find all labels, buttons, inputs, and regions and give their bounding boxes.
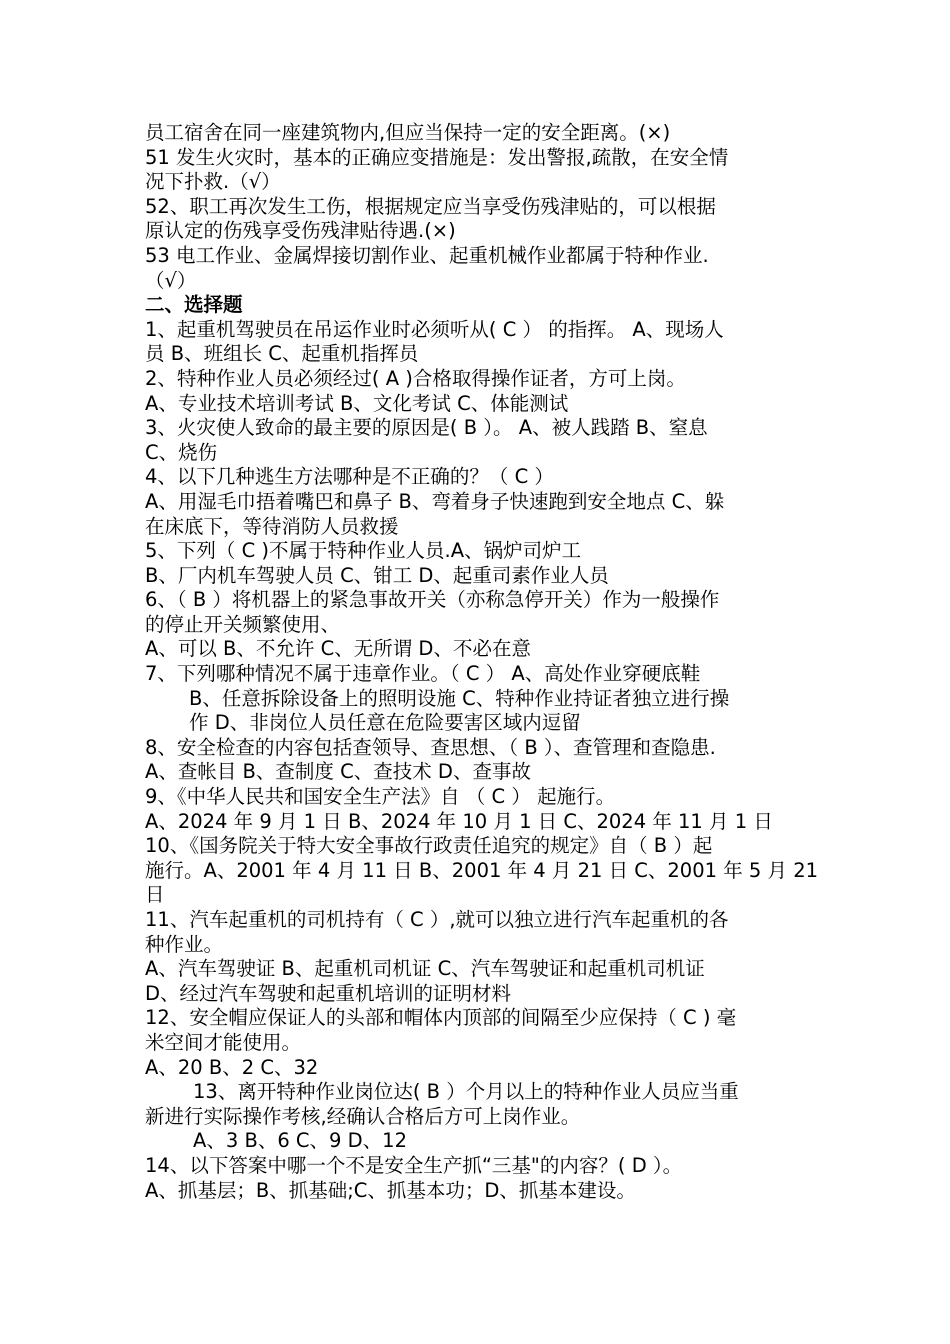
text-line: 12、安全帽应保证人的头部和帽体内顶部的间隔至少应保持（ C ) 毫 (145, 1006, 737, 1030)
text-line: A、专业技术培训考试 B、文化考试 C、体能测试 (145, 391, 569, 415)
text-line: D、经过汽车驾驶和起重机培训的证明材料 (145, 981, 512, 1005)
text-line: 11、汽车起重机的司机持有（ C ）,就可以独立进行汽车起重机的各 (145, 908, 729, 931)
text-line: 1、起重机驾驶员在吊运作业时必须听从( C ） 的指挥。 A、现场人 (145, 317, 724, 341)
text-line: C、烧伤 (145, 440, 218, 464)
text-line: 53 电工作业、金属焊接切割作业、起重机械作业都属于特种作业. (145, 243, 709, 267)
text-line: A、20 B、2 C、32 (145, 1055, 319, 1079)
text-line: A、3 B、6 C、9 D、12 (193, 1129, 407, 1153)
text-line: 米空间才能使用。 (145, 1030, 302, 1054)
text-line: A、抓基层；B、抓基础;C、抓基本功；D、抓基本建设。 (145, 1178, 636, 1202)
text-line: （√） (145, 268, 197, 292)
text-line: A、可以 B、不允许 C、无所谓 D、不必在意 (145, 637, 531, 661)
text-line: A、查帐目 B、查制度 C、查技术 D、查事故 (145, 760, 531, 784)
text-line: A、2024 年 9 月 1 日 B、2024 年 10 月 1 日 C、2024 年 11 月 1 日 (145, 809, 773, 833)
text-line: 新进行实际操作考核,经确认合格后方可上岗作业。 (145, 1104, 581, 1128)
text-line: 6、（ B ）将机器上的紧急事故开关（亦称急停开关）作为一般操作 (145, 588, 720, 612)
text-line: B、厂内机车驾驶人员 C、钳工 D、起重司素作业人员 (145, 563, 609, 587)
text-line: 10、《国务院关于特大安全事故行政责任追究的规定》自（ B ）起 (145, 834, 713, 858)
text-line: 的停止开关频繁使用、 (145, 612, 341, 636)
text-line: 7、下列哪种情况不属于违章作业。（ C ） A、高处作业穿硬底鞋 (145, 662, 701, 686)
text-line: 日 (145, 883, 165, 907)
text-line: 9、《中华人民共和国安全生产法》自 （ C ） 起施行。 (145, 785, 616, 809)
text-line: 种作业。 (145, 932, 224, 956)
text-line: A、用湿毛巾捂着嘴巴和鼻子 B、弯着身子快速跑到安全地点 C、躲 (145, 489, 725, 513)
text-line: 5、下列（ C )不属于特种作业人员.A、锅炉司炉工 (145, 539, 582, 563)
text-line: B、任意拆除设备上的照明设施 C、特种作业持证者独立进行操 (189, 686, 730, 710)
text-line: 4、以下几种逃生方法哪种是不正确的？（ C ） (145, 465, 554, 489)
text-line: 8、安全检查的内容包括查领导、查思想、（ B ）、查管理和查隐患. (145, 735, 716, 759)
text-line: 在床底下，等待消防人员救援 (145, 514, 399, 538)
text-line: 13、离开特种作业岗位达( B ）个月以上的特种作业人员应当重 (193, 1080, 739, 1104)
document-page (145, 121, 819, 1203)
text-line: 作 D、非岗位人员任意在危险要害区域内逗留 (189, 711, 581, 735)
text-line: 员工宿舍在同一座建筑物内,但应当保持一定的安全距离。(×) (145, 121, 671, 144)
text-line: 52、职工再次发生工伤，根据规定应当享受伤残津贴的，可以根据 (145, 194, 716, 218)
text-line: 况下扑救.（√） (145, 170, 281, 194)
text-line: 14、以下答案中哪一个不是安全生产抓“三基"的内容？( D ）。 (145, 1153, 683, 1177)
section-heading: 二、选择题 (145, 293, 243, 317)
text-line: 51 发生火灾时，基本的正确应变措施是：发出警报,疏散，在安全情 (145, 145, 729, 169)
text-line: 施行。A、2001 年 4 月 11 日 B、2001 年 4 月 21 日 C、2001 年 5 月 21 (145, 858, 819, 882)
text-line: 3、火灾使人致命的最主要的原因是( B ）。 A、被人践踏 B、窒息 (145, 416, 708, 440)
text-line: 2、特种作业人员必须经过( A )合格取得操作证者，方可上岗。 (145, 366, 686, 390)
text-line: 原认定的伤残享受伤残津贴待遇.(×) (145, 219, 456, 243)
text-line: 员 B、班组长 C、起重机指挥员 (145, 342, 419, 366)
text-line: A、汽车驾驶证 B、起重机司机证 C、汽车驾驶证和起重机司机证 (145, 957, 705, 981)
